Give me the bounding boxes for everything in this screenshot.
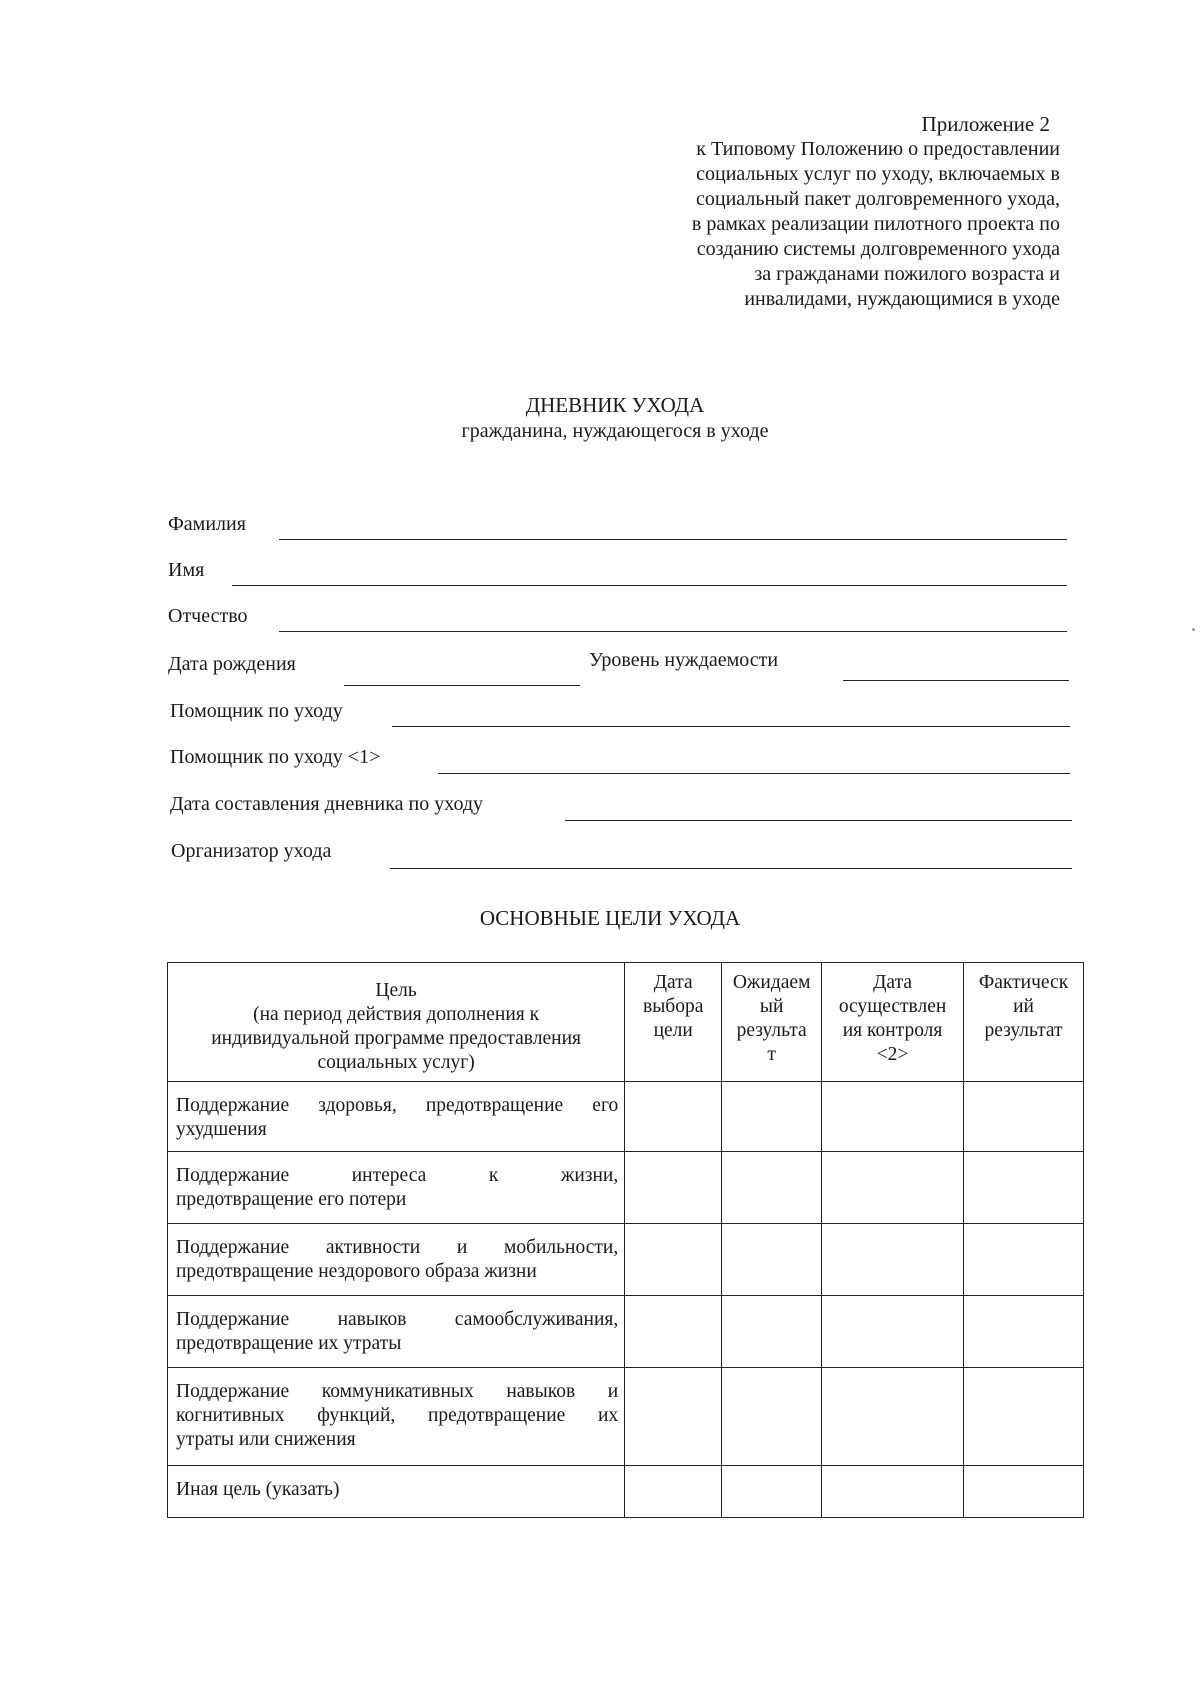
title-subtitle: гражданина, нуждающегося в уходе [461,420,769,442]
goal-health: Поддержание здоровья, предотвращение его ухудшения [168,1082,625,1152]
cell-actual-result[interactable] [964,1368,1084,1466]
appendix-line: созданию системы долговременного ухода [696,238,1060,260]
goals-title: ОСНОВНЫЕ ЦЕЛИ УХОДА [479,906,741,930]
goal-communication: Поддержание коммуникативных навыков и когнитивных функций, предотвращение их утраты или снижения [168,1368,625,1466]
header-control-date: Дата осуществлен ия контроля <2> [822,963,964,1082]
care-assistant-1-label: Помощник по уходу <1> [170,746,381,768]
cell-expected-result[interactable] [722,1466,822,1518]
appendix-line: к Типовому Положению о предоставлении [696,138,1060,160]
care-organizer-input-line[interactable] [390,868,1072,869]
care-assistant-label: Помощник по уходу [170,700,343,722]
goal-self-care: Поддержание навыков самообслуживания, предотвращение их утраты [168,1296,625,1368]
goal-activity: Поддержание активности и мобильности, предотвращение нездорового образа жизни [168,1224,625,1296]
header-selection-date: Дата выбора цели [625,963,722,1082]
name-field [168,559,1068,589]
cell-actual-result[interactable] [964,1296,1084,1368]
care-organizer-label: Организатор ухода [171,840,332,862]
table-row [168,1296,1084,1368]
cell-actual-result[interactable] [964,1224,1084,1296]
cell-control-date[interactable] [822,1082,964,1152]
appendix-line: за гражданами пожилого возраста и [754,263,1060,285]
cell-control-date[interactable] [822,1368,964,1466]
diary-date-label: Дата составления дневника по уходу [170,793,484,815]
cell-actual-result[interactable] [964,1152,1084,1224]
appendix-line: социальных услуг по уходу, включаемых в [696,163,1060,185]
appendix-line: в рамках реализации пилотного проекта по [691,213,1060,235]
need-level-input-line[interactable] [843,680,1069,681]
cell-control-date[interactable] [822,1296,964,1368]
cell-selection-date[interactable] [625,1082,722,1152]
need-level-field [589,649,1069,679]
document-title [0,392,1200,444]
goal-other: Иная цель (указать) [168,1466,625,1518]
goals-table [167,962,1084,1518]
appendix-number: Приложение 2 [921,112,1050,136]
birth-date-input-line[interactable] [344,685,580,686]
patronymic-field [168,605,1068,635]
birth-date-field [168,653,580,683]
header-expected-result: Ожидаем ый результа т [722,963,822,1082]
cell-control-date[interactable] [822,1466,964,1518]
patronymic-input-line[interactable] [279,631,1067,632]
header-goal: Цель (на период действия дополнения к индивидуальной программе предоставления социальных услуг) [168,963,625,1082]
cell-selection-date[interactable] [625,1224,722,1296]
care-assistant-input-line[interactable] [392,726,1070,727]
table-header-row [168,963,1084,1082]
cell-expected-result[interactable] [722,1152,822,1224]
cell-selection-date[interactable] [625,1466,722,1518]
cell-expected-result[interactable] [722,1224,822,1296]
care-assistant-1-field [170,746,1070,776]
patronymic-label: Отчество [168,605,248,627]
appendix-header [640,112,1060,312]
table-row [168,1368,1084,1466]
cell-actual-result[interactable] [964,1466,1084,1518]
header-actual-result: Фактическ ий результат [964,963,1084,1082]
cell-selection-date[interactable] [625,1368,722,1466]
appendix-line: инвалидами, нуждающимися в уходе [744,288,1060,310]
cell-actual-result[interactable] [964,1082,1084,1152]
cell-expected-result[interactable] [722,1368,822,1466]
care-assistant-1-input-line[interactable] [438,773,1070,774]
goal-interest: Поддержание интереса к жизни, предотвращение его потери [168,1152,625,1224]
table-row [168,1082,1084,1152]
table-row [168,1224,1084,1296]
surname-input-line[interactable] [279,539,1067,540]
surname-label: Фамилия [168,513,246,535]
cell-selection-date[interactable] [625,1152,722,1224]
scan-artifact [1192,628,1195,631]
need-level-label: Уровень нуждаемости [589,649,779,671]
cell-control-date[interactable] [822,1152,964,1224]
birth-date-label: Дата рождения [168,653,296,675]
care-assistant-field [170,700,1070,730]
table-row [168,1466,1084,1518]
care-organizer-field [171,840,1072,870]
appendix-line: социальный пакет долговременного ухода, [696,188,1060,210]
diary-date-field [170,793,1072,823]
cell-control-date[interactable] [822,1224,964,1296]
cell-expected-result[interactable] [722,1296,822,1368]
cell-selection-date[interactable] [625,1296,722,1368]
table-row [168,1152,1084,1224]
cell-expected-result[interactable] [722,1082,822,1152]
title-main: ДНЕВНИК УХОДА [525,393,705,417]
diary-date-input-line[interactable] [565,820,1072,821]
name-input-line[interactable] [232,585,1067,586]
surname-field [168,513,1068,543]
name-label: Имя [168,559,205,581]
